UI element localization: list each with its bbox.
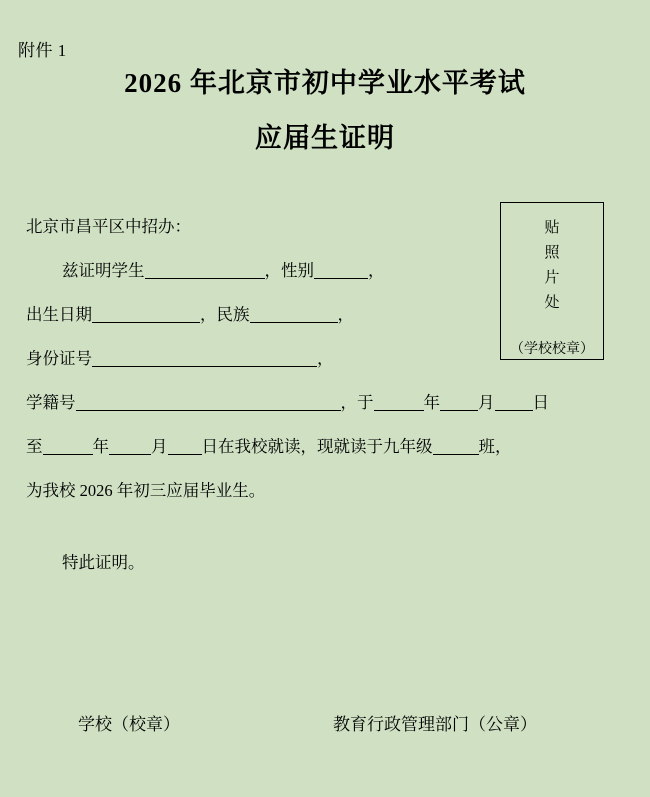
paragraph1-end: ， bbox=[368, 261, 385, 280]
start-year-blank[interactable] bbox=[374, 392, 424, 411]
end-day-blank[interactable] bbox=[168, 436, 202, 455]
page-title-line-1: 2026 年北京市初中学业水平考试 bbox=[124, 68, 526, 98]
birthdate-blank[interactable] bbox=[92, 304, 200, 323]
enrollment-text: 日在我校就读，现就读于九年级 bbox=[201, 437, 433, 456]
graduation-text: 为我校 2026 年初三应届毕业生。 bbox=[26, 481, 266, 500]
student-id-label: 学籍号 bbox=[26, 393, 76, 412]
class-blank[interactable] bbox=[433, 436, 479, 455]
ethnicity-blank[interactable] bbox=[250, 304, 338, 323]
end-year-blank[interactable] bbox=[43, 436, 93, 455]
student-name-blank[interactable] bbox=[145, 260, 265, 279]
school-seal-label: 学校（校章） bbox=[78, 715, 180, 734]
from-label: ，于 bbox=[340, 393, 374, 412]
page-title-line-2: 应届生证明 bbox=[255, 123, 395, 153]
to-label: 至 bbox=[26, 437, 43, 456]
photo-box-char-1: 贴 bbox=[544, 220, 560, 236]
closing-text: 特此证明。 bbox=[62, 553, 145, 572]
paragraph-end-date-class bbox=[26, 425, 626, 469]
ethnicity-label: ，民族 bbox=[200, 305, 250, 324]
id-number-label: 身份证号 bbox=[26, 349, 92, 368]
photo-box-char-2: 照 bbox=[544, 245, 560, 261]
paragraph-graduation-statement bbox=[26, 469, 626, 513]
start-day-blank[interactable] bbox=[495, 392, 533, 411]
attachment-label: 附件 1 bbox=[18, 41, 67, 60]
photo-paste-box[interactable] bbox=[500, 202, 604, 360]
start-month-blank[interactable] bbox=[440, 392, 478, 411]
year-unit-1: 年 bbox=[423, 393, 440, 412]
title-block bbox=[0, 70, 650, 152]
class-unit: 班， bbox=[478, 437, 512, 456]
gender-label: ，性别 bbox=[264, 261, 314, 280]
end-month-blank[interactable] bbox=[109, 436, 151, 455]
birthdate-label: 出生日期 bbox=[26, 305, 92, 324]
student-label: 兹证明学生 bbox=[62, 261, 145, 280]
paragraph3-end: ， bbox=[317, 349, 334, 368]
day-unit-1: 日 bbox=[532, 393, 549, 412]
student-id-blank[interactable] bbox=[76, 392, 341, 411]
year-unit-2: 年 bbox=[92, 437, 109, 456]
paragraph-student-id-start-date bbox=[26, 381, 626, 425]
photo-box-char-4: 处 bbox=[544, 295, 560, 311]
paragraph2-end: ， bbox=[337, 305, 354, 324]
photo-box-char-3: 片 bbox=[544, 270, 560, 286]
department-seal-label: 教育行政管理部门（公章） bbox=[333, 715, 537, 734]
month-unit-2: 月 bbox=[151, 437, 168, 456]
gender-blank[interactable] bbox=[314, 260, 368, 279]
id-number-blank[interactable] bbox=[92, 348, 317, 367]
photo-box-seal-note: （学校校章） bbox=[510, 342, 594, 357]
recipient-text: 北京市昌平区中招办： bbox=[26, 217, 191, 236]
paragraph-closing bbox=[26, 541, 626, 585]
month-unit-1: 月 bbox=[478, 393, 495, 412]
